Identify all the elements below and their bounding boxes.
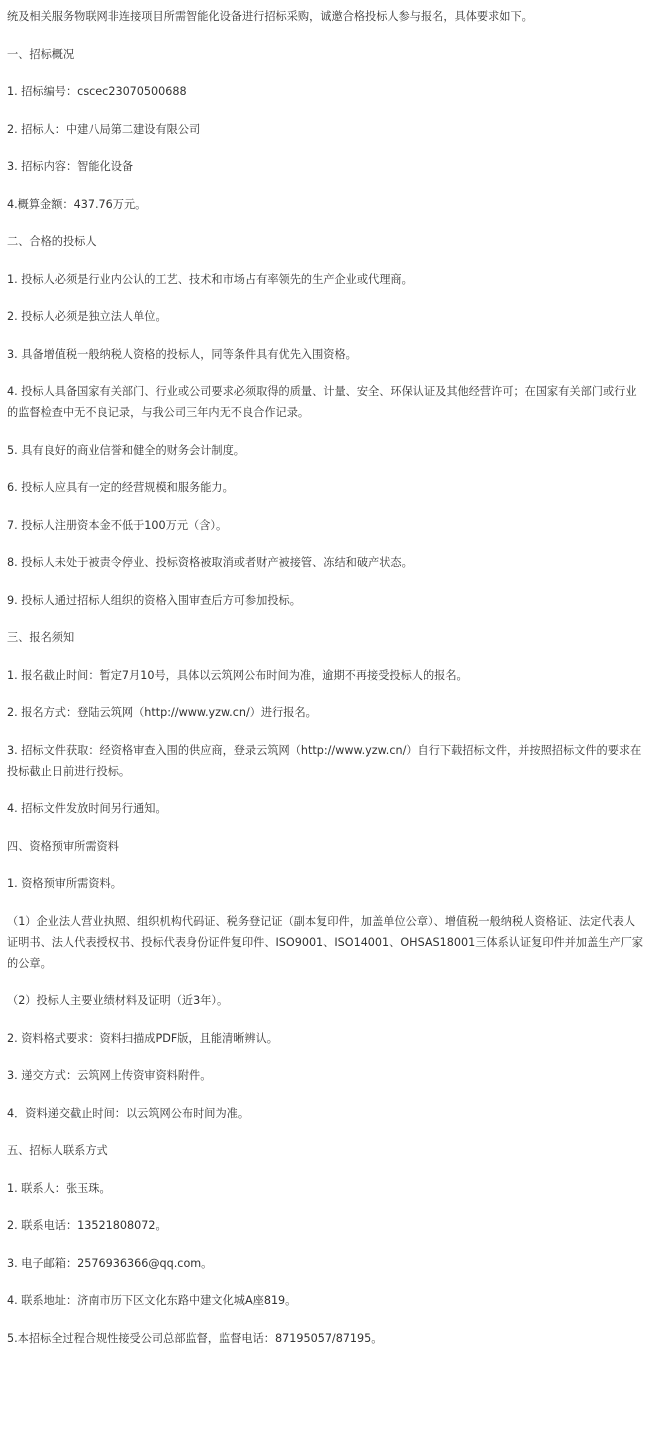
submission-method: 3. 递交方式：云筑网上传资审资料附件。 — [7, 1069, 212, 1082]
bidder-requirement-4: 4. 投标人具备国家有关部门、行业或公司要求必须取得的质量、计量、安全、环保认证及其他经营许可；在国家有关部门或行业的监督检查中无不良记录，与我公司三年内无不良合作记录。 — [7, 385, 637, 419]
contact-phone: 2. 联系电话：13521808072。 — [7, 1219, 167, 1232]
bidder-requirement-5: 5. 具有良好的商业信誉和健全的财务会计制度。 — [7, 443, 245, 457]
bidder-requirement-9: 9. 投标人通过招标人组织的资格入围审查后方可参加投标。 — [7, 593, 301, 607]
bidder-requirement-7: 7. 投标人注册资本金不低于100万元（含）。 — [7, 518, 228, 532]
registration-method: 2. 报名方式：登陆云筑网（http://www.yzw.cn/）进行报名。 — [7, 706, 317, 719]
prequalification-performance: （2）投标人主要业绩材料及证明（近3年）。 — [7, 994, 229, 1007]
registration-deadline: 1. 报名截止时间：暂定7月10号，具体以云筑网公布时间为准，逾期不再接受投标人的报名。 — [7, 668, 468, 682]
bidder-requirement-3: 3. 具备增值税一般纳税人资格的投标人，同等条件具有优先入围资格。 — [7, 347, 357, 361]
section-heading-prequalification: 四、资格预审所需资料 — [7, 839, 119, 853]
bidder-requirement-6: 6. 投标人应具有一定的经营规模和服务能力。 — [7, 481, 234, 494]
prequalification-materials: 1. 资格预审所需资料。 — [7, 877, 122, 890]
intro-paragraph: 统及相关服务物联网非连接项目所需智能化设备进行招标采购，诚邀合格投标人参与报名，具体要求如下。 — [7, 10, 533, 23]
bidder-requirement-1: 1. 投标人必须是行业内公认的工艺、技术和市场占有率领先的生产企业或代理商。 — [7, 272, 413, 286]
section-heading-overview: 一、招标概况 — [7, 47, 75, 61]
contact-address: 4. 联系地址：济南市历下区文化东路中建文化城A座819。 — [7, 1294, 297, 1307]
section-heading-registration: 三、报名须知 — [7, 631, 75, 644]
section-heading-qualified-bidders: 二、合格的投标人 — [7, 235, 97, 248]
bidder-requirement-2: 2. 投标人必须是独立法人单位。 — [7, 310, 167, 323]
section-heading-contact: 五、招标人联系方式 — [7, 1144, 108, 1157]
overview-item-content: 3. 招标内容：智能化设备 — [7, 160, 134, 173]
overview-item-amount: 4.概算金额：437.76万元。 — [7, 197, 147, 211]
tender-document-access: 3. 招标文件获取：经资格审查入围的供应商，登录云筑网（http://www.yzw.cn/）自行下载招标文件，并按照招标文件的要求在投标截止日前进行投标。 — [7, 743, 642, 778]
overview-item-tenderer: 2. 招标人：中建八局第二建设有限公司 — [7, 122, 201, 136]
contact-email: 3. 电子邮箱：2576936366@qq.com。 — [7, 1256, 213, 1270]
supervision-phone: 5.本招标全过程合规性接受公司总部监督，监督电话：87195057/87195。 — [7, 1331, 383, 1345]
overview-item-number: 1. 招标编号：cscec23070500688 — [7, 85, 187, 98]
tender-document-release: 4. 招标文件发放时间另行通知。 — [7, 802, 167, 815]
material-format: 2. 资料格式要求：资料扫描成PDF版，且能清晰辨认。 — [7, 1031, 278, 1045]
bidder-requirement-8: 8. 投标人未处于被责令停业、投标资格被取消或者财产被接管、冻结和破产状态。 — [7, 556, 413, 569]
submission-deadline: 4．资料递交截止时间：以云筑网公布时间为准。 — [7, 1106, 250, 1120]
contact-person: 1. 联系人：张玉珠。 — [7, 1181, 111, 1195]
prequalification-certificates: （1）企业法人营业执照、组织机构代码证、税务登记证（副本复印件，加盖单位公章）、增值税一般纳税人资格证、法定代表人证明书、法人代表授权书、投标代表身份证件复印件、ISO9001、ISO14001、OHSAS18001三体系认证复印件并加盖生产厂家的公章。 — [7, 914, 644, 970]
